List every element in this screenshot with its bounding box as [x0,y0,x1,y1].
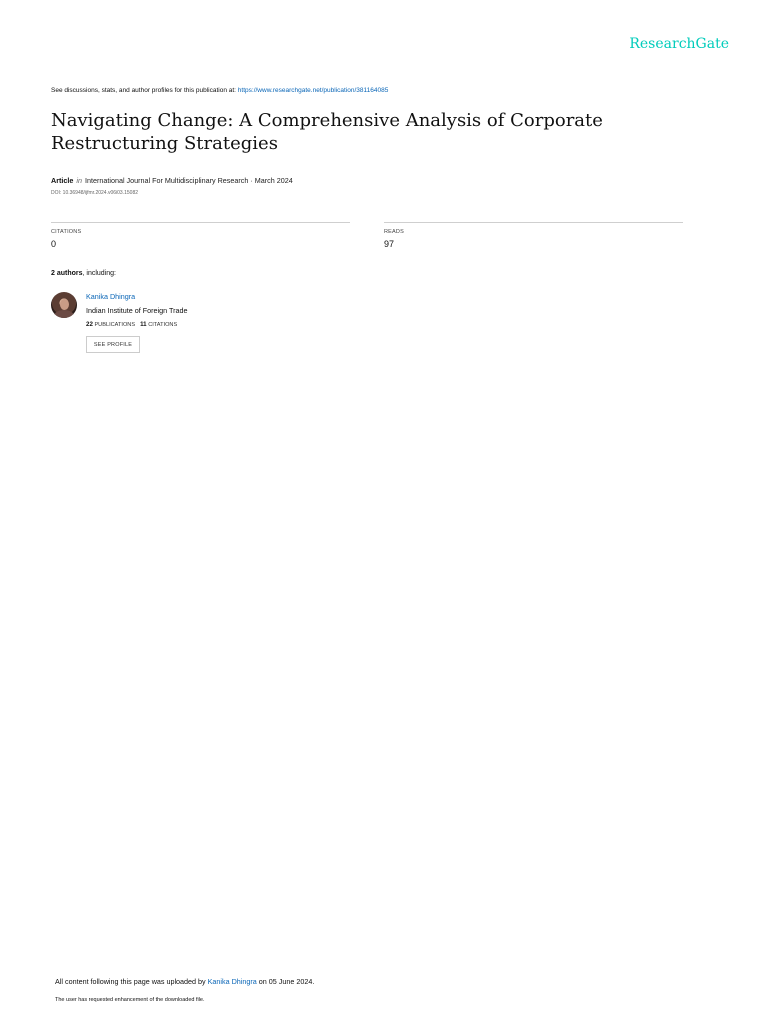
author-citations-label: CITATIONS [148,322,178,328]
avatar-shoulders [54,310,74,318]
author-stats [86,321,177,328]
publication-link[interactable]: https://www.researchgate.net/publication/381164085 [237,87,389,94]
author-avatar[interactable] [51,292,77,318]
researchgate-logo[interactable]: ResearchGate [629,36,729,52]
citations-divider [51,222,350,223]
enhancement-note: The user has requested enhancement of the downloaded file. [55,997,205,1003]
publication-title: Navigating Change: A Comprehensive Analysis of Corporate Restructuring Strategies [51,110,603,154]
authors-heading [51,270,116,277]
publication-type: Article [51,176,74,185]
upload-prefix: All content following this page was uploaded by [55,977,208,986]
see-profile-button[interactable]: SEE PROFILE [86,336,140,353]
citations-value: 0 [51,239,57,249]
publications-label: PUBLICATIONS [94,322,136,328]
publications-count: 22 [86,321,93,328]
reads-label: READS [384,229,404,235]
upload-notice [55,977,314,986]
avatar-face [60,299,69,310]
author-name-link[interactable]: Kanika Dhingra [86,292,136,301]
publication-meta [51,176,293,185]
doi: DOI: 10.36948/ijfmr.2024.v06i03.15082 [51,190,139,196]
venue-and-date: International Journal For Multidisciplinary Research · March 2024 [84,176,293,185]
citations-label: CITATIONS [51,229,82,235]
uploader-link[interactable]: Kanika Dhingra [207,977,257,986]
reads-divider [384,222,683,223]
discussion-prefix: See discussions, stats, and author profiles for this publication at: [51,87,238,94]
authors-suffix: , including: [82,270,116,277]
author-citations-count: 11 [140,321,147,328]
author-institution: Indian Institute of Foreign Trade [86,306,188,315]
upload-suffix: on 05 June 2024. [256,977,315,986]
in-label: in [76,176,82,185]
authors-count: 2 authors [51,270,83,277]
reads-value: 97 [384,239,395,249]
discussion-notice [51,87,388,94]
